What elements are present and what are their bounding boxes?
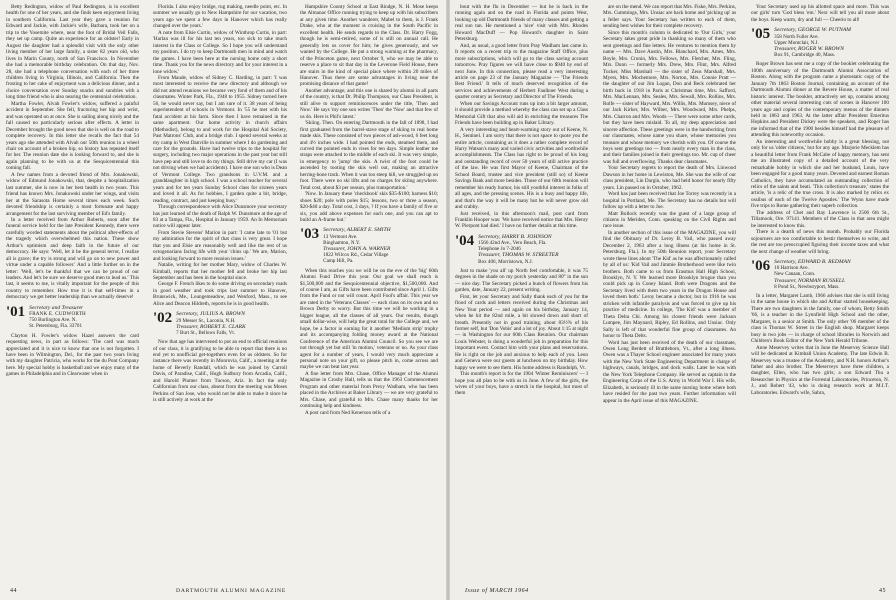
class-heading-05 <box>751 27 889 58</box>
officer-address: 1822 Wilcox Rd., Cedar Village <box>323 252 389 259</box>
class-officers <box>29 305 86 330</box>
left-column-2 <box>153 4 287 582</box>
class-officers <box>323 227 390 264</box>
paragraph: An interesting and worthwhile hobby is a great blessing, not only for us 'older citizens,' but for any age. Marjorie Mecklem has a beautiful letter from Frank McCabe of happy memory, has sent me an illustrated copy of a detailed account of the very remarkable hobby in which she and her husband, Louis, have been engaged for a good many years. Devoted and earnest Roman Catholics, they have accumulated an outstanding collection of relics of the saints and beati. 'This collection's treasure,' states the article, 'is a relic of the true cross. It is also marked by relics ex ossibus of each of the Twelve Apostles.' The Wynn have made five trips to Rome gathering their superb collection. <box>751 138 889 210</box>
officer-address: Upper Montclair, N.J. <box>774 39 819 46</box>
paragraph: Word has just been received of the death of our classmate, Owen Long Berdett of Brattleboro, Vt., after a long illness. Owen was a Thayer School engineer associated for many years with the New York State Engineering Department in charge of highways, canals, bridges, and dock walls. Later he was with the New York Telephone Company. He served as captain in the Engineering Corps of the U.S. Army in World War I. His wife, Elizabeth, is seriously ill in the same nursing home where both have resided for the past two years. Further information will appear in the April issue of this MAGAZINE. <box>603 339 736 404</box>
officer-address: 1566 42nd Ave., Vero Beach, Fla. <box>478 240 547 247</box>
paragraph: Roger Brown has sent me a copy of the booklet celebrating the 100th anniversary of the Dartmouth Alumni Association of Boston. Along with the program came a photostatic copy of the January 7th 1863 Boston Journal, containing an account of the Dartmouth Alumni dinner at the Revere House, a matter of real historic interest. The booklet, attractively set up, contains among other material several interesting cuts of scenes in Hanover 100 years ago and copies of the contemporary menus of the dinners held in 1863 and 1963. At the latter affair President Emeritus Hopkins and President Dickey were the speakers, and Roger has me informed that of the 1900 besides himself had the pleasure of attending this noteworthy occasion. <box>751 61 889 139</box>
officer-name: FRANK E. CUDWORTH <box>29 311 86 318</box>
class-year: '03 <box>300 226 320 243</box>
paragraph: 'Skiing. Then. On entering Dartmouth in the fall of 1898, I had first graduated from the barrel-stave stage of skiing to real home made skis. These consisted of two pieces of ash-wood, 6 feet long and 4½ inches wide. I had pointed the ends, steamed them, and curved the pointed ends in vises for ten days. Simple leather toe straps were attached to the middle of each ski. It was very simple, in emergency to 'jump' the skis. A twist of the foot could be ascended by tooting the skis well out, making an attractive herring-bone track. When it was too steep hill, we struggled up on foot. There were no ski lifts and no charges for skiing anywhere. Total cost, about $3 per season, plus transportation.' <box>300 120 438 191</box>
paragraph: Another advantage, and this one is shared by alumni in all parts of the country, is that Dr. Philip Thompson, our Class President, is still alive to support reminiscences under the title, 'Then and Now.' He says 'my one son writes 'Then' the 'Now' and that few of us do. Here is Phil's latest.' <box>300 87 438 120</box>
paragraph: are on the mend. We can report that Mrs. Fiske, Mrs. Perkins, Mrs. Cummings, Mrs. Unsiac are back home and 'picking up' as a feller says. Your Secretary has written to each of them, sending best wishes for their complete recovery. <box>603 4 736 30</box>
paragraph: In a letter, Margaret Lamb, 1966 advises that she is still living in the same house in which she and Arthur started housekeeping. There are two daughters in the family, one of whom, Betty Smith '66, is a teacher in the Lynnfield High School and the other, Margaret, is a senior at Smith. The only other '06 member of the class is Thomas W. Street in the English shop. Margaret keeps busy in two jobs — in charge of school libraries in Norwich and Children's Book Editor of the New York Herald Tribune. <box>751 292 889 345</box>
class-year: '02 <box>153 310 173 327</box>
paragraph: bout with the flu in December — but he is back in the running again and on the road in Florida and points West, looking up old Dartmouth friends of many classes and getting a real sun tan. He mentioned a 'nice' visit with Mrs. Rhodes Howard MacDuff — Pop Howard's daughter in Saint Petersburg. <box>455 4 588 43</box>
officer-address: St. Petersburg, Fla. 33701 <box>29 323 82 330</box>
officer-address: Box 91, Cambridge 40, Mass. <box>774 52 836 59</box>
class-heading-01 <box>6 305 139 330</box>
paragraph: Since this month's column is dedicated to 'Our Girls,' your Secretary takes great pride in thanking so many of them who sent greetings and fine letters. He ventures to mention them by name — Mrs. Dave Austin, Mrs. Blanchard, Mrs. Ames, Mrs. Boyle, Mrs. Cronin, Mrs. Fellows, Mrs. Fletcher, Mrs. Fling, Mrs. Dunn — formerly Mrs. Drew, Mrs. Flint, Mrs. Alfred Tucker, Miss Marshall — the sister of Zeus Marshall, Mrs. Myers, Mrs. Mochemore, Mrs. Norton, Mrs. Connie Pratt — the daughter of our Jim Logan, Don and Beck celebrated her birth back in 1918 in Paris at Christmas time, Mrs. Safford, Mrs. MacLennan, Mrs. Seales, Mrs. Sewall, Mrs. Rollins, Mrs. Rolfe — sister of Hayward, Mrs. Willis, Mrs. Mumsey, niece of our Jack Kirker, Mrs. Wilber, Mrs. Woodward, Mrs. Phelps, Mrs. Charron and Mrs. Woods — There were some other cards, but they have been mislaid. To all, my deep appreciation and sincere affection. These greetings were in the handwriting from our classmates, whose name you share, whose memories you treasure and whose memory we cherish with you. Of course the boys sent greetings too — from nearly every man in the class, and their families joined in their greetings too. Mr. cup of cheer was full and overflowing. Thanks dear classmates. <box>603 29 736 165</box>
officer-secretary: Secretary, HARRY B. JOHNSON <box>478 233 552 240</box>
class-heading-04 <box>455 234 588 265</box>
paragraph: A post card from Ned Kenerson tells of a <box>305 409 391 416</box>
officer-address: 13 Vermont Ave. <box>323 233 358 240</box>
paragraph: The address of Chet and Ray Lawrence is 2506 6th St., Tillamook, Ore. 97141. Members of the Class in that area might be interested to know this. <box>751 209 889 229</box>
paragraph: A few names from a devoted friend of Mrs. Jonakowski, widow of Edmund Jonakowski, that, despite a hospitalization last summer, she is now in her best health in two years. This friend has known Mrs. Jonakowski under her wings, and visits her at the Sarasota Home several times each week. Such devoted friendship is certainly a most fortunate and happy arrangement for the last surviving member of Ed's family. <box>6 171 139 217</box>
paragraph: Now that age has intervened to put an end to official reunions of our class, it is gratifying to be able to report that there is no end yet to unofficial get-togethers even for us oldsters. So for instance there was recently in Monrovia, Calif., a meeting at the home of Beverly Randall, which he was joined by Carroll Davis, of Paradise, Calif., Hugh Sudbury from Arcadia, Calif., and Harold Plumer from Tucson, Ariz. In fact the only Californian from our class, absent from the meeting was Moses Perkins of San Jose, who would not be able to make it since he is still actively at work at the <box>153 339 287 404</box>
left-column-1 <box>6 4 139 582</box>
officer-treasurer: Treasurer, NORMAN RUSSELL <box>774 277 846 284</box>
class-officers <box>774 259 851 290</box>
class-officers <box>774 27 851 58</box>
officer-address: 750 Burlington Ave. N. <box>29 317 77 324</box>
paragraph: Martha Fowler, Alvah Fowler's widow, suffered a painful accident in September. She fell, fracturing her hip and wrist, and was operated on at once. She is sailing along nicely and the fall caused no particularly serious after effects. A letter in December brought the good news that she is well on the road to complete recovery. In this letter she recalls the fact that 54 years ago she attended with Alvah our 50th reunion in a wheel chair on account of a broken hip, so history has repeated itself for her. The reunion date she is looking forward to, and she is again planning to be with us at the Sesquicentennial this coming fall. <box>6 100 139 172</box>
paragraph: Matt Bullock recently was the guest of a large group of citizens in Meriden, Conn. speaking on the Civil Rights and race issue. <box>603 210 736 230</box>
right-column-2 <box>603 4 736 582</box>
paragraph: Just to make 'you all' up North feel comfortable, it was 75 degrees in the shade on my porch yesterday and 80° in the sun — nice day. The Secretary picked a bunch of flowers from his garden, date, January 22, present writing. <box>455 267 588 294</box>
magazine-title-footer: DARTMOUTH ALUMNI MAGAZINE <box>176 588 287 594</box>
paragraph: When our Savings Account runs up into a bit larger amount, it should provide a method whereby the class can set up a Class Memorial Gift that also will aid in enriching the treasures The Friends have been building up in Baker Library. <box>455 100 588 127</box>
paragraph: 'Now. In January these 'checkbook' skis $35-$100; harness $10; shoes $20; pole with poles $15; lessons, two or three a season, $20-$40 a day. Total cost, 3 days, ? If you have a family of five or six, you add above expenses for each one, and you can apt to build an A-frame hut.' <box>300 191 438 223</box>
paragraph: From Maude, widow of Sidney C. Harding, in part: 'I was most interested to receive the new directory and although we did not attend reunions we became very fond of them and of his classmates. Winter Park, Fla., 1948 to 1955. Sidney turned here 56, he would never say, but I am sure of it. 38 years of being superintendent of schools in Vermont. In '55 he met with his fatal accident at his farm. Since then I have remained in the same apartment. Our home activity in church affairs (Methodist), belong to and work for the Hospital Aid Society, Past Matrons' Club, and a bridge club. I spend several weeks at my camp in West Danville in summer where I do gardening and care for the grounds. Have had twelve trips to the hospital for surgery, including two major operations in the past year but still have pep and still love to do my things. Still drive my car (I was not driving when we had accidents). I have one son who is Dean of Vermont College. Two grandsons in U.V.M. and a granddaughter in high school. I was a school teacher for several years and for ten years Sunday School class for sixteen years and loved it all. As for hobbies, I garden quite a bit, bridge, reading, contract, and just keeping busy.' <box>153 74 287 204</box>
paragraph: There is a dearth of news this month. Probably our Florida sojourners are too comfortable to bestir themselves to write, and the rest are too preoccupied figuring their income taxes and what the next change of weather will bring. <box>751 229 889 255</box>
right-column-3 <box>751 4 889 582</box>
paragraph: When this reaches you we will be on the eve of the 'big' 60th Alumni Fund Drive this year. Our goal we shall reach is $1,500,000 and the Sesquicentennial objective, $1,500,000. And of course I am, as Gifts have been contributed since April 1. Gifts from the Fund or not will count. April Fool's affair. This year we are rated in the 'Veterans Classes' — each class on its own and no Brown Derby to worry. But this time we will be working in a bigger league, all the classes of all years. Our results, though small dollar-wise, will help the great total for the College and, we hope, be a factor in earning for it another 'Medium strip' trophy and its accompanying folding money award at the National Conference of the American Alumni Council. So you see we are not through yet but still 'in motion,' veterans or no. As your class agent for a number of years, I would very much appreciate a personal note on your gift, so please pitch in, come across and maybe we can beat last year. <box>300 267 438 371</box>
paragraph: Hampshire County School at East Rindge, N. H. Mose keeps the Almanac Office running trying to keep up with his subscribers at any given time. Another wanderer, Mabel to them, is J. Frank Drake, who at the moment is cruising in the South Pacific in excellent health. He sends regards to the Class. Dr. Harry Fogg, though he is semi-retired, some of is still on annual call. He generally lets us cover for him; he gives generously, and we wanted by the College. He put a strong warning at the pharmacy, of the Princeton game, next October 9, who we may be able to reserve a place to sit that day in the Leverone Field House, there are stairs in the kind of special place where within 20 miles of Hanover. Thus there are some advantages in living near the promising distance of that game! <box>300 4 438 88</box>
officer-address: Box 406, Morristown, N.J. <box>478 258 533 265</box>
officer-role: Secretary and Treasurer <box>29 304 84 311</box>
officer-address: New Canaan, Conn. <box>774 271 816 278</box>
paragraph: Clayton H. Fowler's widow Hazel answers the card requesting news, in part as follows: 'The card was much appreciated and it is nice to know that one is not forgotten. I have been in Wilmington, Del., for the past two years living with my daughter Patricia, who works for the du Pont Company here. My special hobby is basketball and we enjoy many of the games in Philadelphia and in Clearwater when in <box>6 332 139 378</box>
officer-secretary: Secretary, GEORGE W. PUTNAM <box>774 27 851 34</box>
paragraph: Just received, in this afternoon's mail, post card from Franklin Hooper was: 'We have received notice that Mrs. Henry W. Pierpont had died.' I have no further details at this time. <box>455 210 588 230</box>
officer-address: 358 North Fuller Ave. <box>774 33 819 40</box>
right-column-1 <box>455 4 588 582</box>
paragraph: A very interesting and heart-warming story out of Keene, N. H., Sentinel. I am sorry that there is not space to quote you the entire article, containing as it does a rather complete record of Harry Watson's many and varied civic activities and worthwhile accomplishments. The Class has right to be proud of his long and outstanding record of over 50 years of still active practice of the law. He was first Mayor of Keene, Chairman of the School Board, trustee and vice president (still so) of Keene Savings Bank and more besides. Those of our 60th reunion will remember his ready humor, his still youthful interest in folks of all ages, and the pressing scenes. His is a busy and happy life, and that's the way it will be many but he will never grow old and crabby. <box>455 126 588 211</box>
class-officers <box>478 234 558 265</box>
officer-secretary: Secretary, EDWARD B. REDMAN <box>774 258 851 265</box>
paragraph: From Stevie Stevens' Marion in part: 'I came late to '01 but my admiration for the spirit of that class is very great. I hope that you and Elsie are reasonably well and like the rest of us octogenarians facing life with your 'chins up.' We are, Marion, and looking forward to more reunion issues.' <box>153 229 287 262</box>
paragraph: And, as usual, a good letter from Pray Wadham last came in. It reports on a recent trip to the magazine Staff Office, plus more subscriptions, which will go to the class saving account tomorrow. Pray figures we will have close to $940 by end of next June. In this connection, please read a very interesting article on page 23 of the January Magazine — 'The Friends Best Friend.' It tells of much deserved recognition of the services and achievements of Herbert Faulkner West during a quarter century as Secretary and Director of The Friends. <box>455 42 588 101</box>
officer-treasurer: Treasurer, ROGER W. BROWN <box>774 45 844 52</box>
page-gutter <box>446 0 450 600</box>
issue-date-footer: Issue of MARCH 1964 <box>465 588 529 594</box>
paragraph: A fine letter from Mrs. Chase, Office Manager of the Alumni Magazine in Crosby Hall, tells us that the 1963 Commencement Program and other material from Prexy Wadham, who has been placed in the Archives at Baker Library — we are very grateful to Mrs. Chase, and grateful to Mrs. Chase many thanks for her continuing help and kindness. <box>300 370 438 410</box>
paragraph: Natalie, writing for her mother Mary, widow of Charles W. Kimball, reports that her mother fell and broke her hip last September and has been in the hospital since. <box>153 262 287 282</box>
officer-phone: Telephone Jo 7-2046 <box>478 246 521 253</box>
officer-treasurer: Treasurer, JOHN A. WARNER <box>323 246 391 253</box>
class-year: '01 <box>6 303 26 320</box>
class-heading-02 <box>153 311 287 336</box>
paragraph: First, let your Secretary and Sally thank each of you for the flood of cards and letters received during the Christmas and New Year period — and again on his birthday, January 14, when he hit the 82nd mile, a bit slowed down and short of breath. Presently not in good training, about 83½% of his former self, but 'Don Vobis' and a lot of joy. About 1:15 at night — in Washington for our 60th Class Reunion. Our chairman Louis Webster, is doing a wonderful job in preparation for this important event. Contact him with your plans and reservations. He is right on the job and anxious to help each of you. Leon and Geneva were our guests at luncheon on my birthday. How happy we were to see them. His home address is Randolph, Vt. <box>455 293 588 371</box>
left-column-3 <box>300 4 438 582</box>
class-heading-03 <box>300 227 438 264</box>
paragraph: Through correspondence with Alice Dunsmore your secretary has just learned of the death of Ralph W. Dunsmore at the age of 83 at a Tampa, Fla., Hospital in January 1959. An In Memoriam notice will appear later. <box>153 204 287 230</box>
paragraph: George F. French likes to do some driving on secondary roads in good weather and took trips last summer to Hanover, Brunswick, Me., Loungemeadow, and Wenford, Mass., to see Alice and Deacon Hildreth, reports he is in good health. <box>153 281 287 307</box>
class-officers <box>176 311 246 336</box>
paragraph: Anne Meservey writes that in June the Meservey Science Hall will be dedicated at Kimball Union Academy. The late Edwin B. Meservey was a trustee of the Academy, and N.H. honors Arthur's father and also brother. The Meserveys have three children, a daughter, Ellen, who has two girls; a son Edward Thu a Researcher in Physics at the Forrestal Laboratories, Princeton, N. J., and Robert '43, who is doing research work at M.I.T. Laboratories. Edward's wife, Sabra, <box>751 344 889 396</box>
class-year: '06 <box>751 257 771 274</box>
paragraph: Word has just been received that Joe Torrey was recently in a hospital in Portland, Me. The Secretary has no details but will follow up with a letter to Joe. <box>603 191 736 211</box>
officer-address: 8 Pond St., Newburyport, Mass. <box>774 283 840 290</box>
officer-address: Binghamton, N.Y. <box>323 239 361 246</box>
class-heading-06 <box>751 259 889 290</box>
officer-secretary: Secretary, JULIUS A. BROWN <box>176 311 245 318</box>
right-page-number: 45 <box>879 588 886 594</box>
paragraph: A note from Elsie Curtin, widow of Winthrop Curtis, in part: 'Harlan was ill for his last ten years, too sick to take much interest in the Class or College. So I hope you will understand my position. I do try to keep Dartmouth men in mind and watch the games. I have been here at the nursing home only a short time. Thank you for the news directory and for your interest in a lone widow.' <box>153 29 287 75</box>
paragraph: Florida. I also enjoy bridge, rug making, needle point, etc. In summer we usually go to New Hampshire for our vacation, two years ago we spent a few days in Hanover which has really changed over the years.' <box>153 4 287 30</box>
officer-address: 10 Harrison Ave. <box>774 265 809 272</box>
officer-address: 7 Burt St., Bellows Falls, Vt. <box>176 329 236 336</box>
paragraph: In a letter received from Arthur Roberts, soon after the funeral service held for the late President Kennedy, there were carefully worded statements about the political after-effects of the tragedy which overwhelmed this nation. These show Arthur's optimism and deep faith in the future of our democracy. He says: 'Well, let it be the general terror, I realize all is grave; the try is strong and will go on to new power and virtue under a capable follower.' And a little further on in the letter: 'Well, let's be thankful that we can be proud of our leaders. And let's be sure we deserve good men to lead us.' This last, it seems to me, is vitally important for the people of this country to remember. How true it is that self-times in a democracy we get better leadership than we actually deserve! <box>6 216 139 301</box>
class-year: '05 <box>751 26 771 43</box>
paragraph: This month's report is for the 1904 'Winter Reminiscers' — I hope you all plan to be with us in June. A few of the girls, the wives of your boys, have a stretch in the hospital, but most of them <box>455 371 588 397</box>
paragraph: Your Secretary regrets to report the death of Mrs. Linwood Dawson in her home in Lewiston, Me. She was the wife of our class president, Lin Dargin, who had held honor for nearly fifty years. Lin passed on in October, 1962. <box>603 165 736 191</box>
officer-address: 29 Messer St., Laconia, N.H. <box>176 317 236 324</box>
officer-address: Camp Hill, Pa. <box>323 258 354 265</box>
paragraph: In another section of this issue of the MAGAZINE, you will find the Obituary of Dr. Leroy B. Vail, who passed away December 2, 1963 after a long illness (at his home in St. Petersburg, Fla.). In my 50th Reunion report, your Secretary wrote these lines about 'The Kid' as he was affectionately called by all of us: 'Kid Vail and Jimmie Brotherhood were like twin brothers. Both came to us from Erasmus Hall High School, Brooklyn, N. Y. We learned more Brooklyn brogue than you could pick up in Coney Island. Both were Dragons and the Secretary lived with them two years in the Dragon House and loved them both.' Leroy became a doctor, but in 1916 he was stricken with infantile paralysis and was forced to give up his practice of medicine. In college, 'The Kid' was a member of Theta Delta Chi. Among his closest friends were Jackson Lumpee, Jim Maynard, Ripley, Ed Rollins, and Unsiac. Only Sally is left of that wonderful fine group of classmates. An honor to Theta Delts. <box>603 229 736 340</box>
officer-secretary: Secretary, ALBERT E. SMITH <box>323 227 391 234</box>
officer-treasurer: Treasurer, THOMAS W. STREETER <box>478 252 559 259</box>
paragraph: Betty Redington, widow of Paul Redington, is in excellent health for one of her years, and she finds keen enjoyment living in southern California. Last year they gave a reunion for Edward and Jackie, with Jackie's wife, Barbara, took her on a trip to the Yosemite where, near the foot of Bridal Veil Falls, they set up camp. Quite an experience for an oldster! Early in August the daughter had a splendid visit with the only other living member of her large family, a sister 82 years old, who lives in Marin County, north of San Francisco. In November she had a memorable birthday celebration. On that day, Nov. 28, she had a telephone conversation with each of her three children living in Virginia, Illinois, and California. Then the frosting to her cake of enjoyment was a delicious dinner, and a choice conversation over Sunday snacks and sundries with a long time friend who is also nearing the centennial celebration. <box>6 4 139 101</box>
left-page-number: 44 <box>10 588 17 594</box>
class-year: '04 <box>455 232 475 249</box>
paragraph: Your Secretary used up his allotted space and more. This was our girls' turn 'God bless 'em.' Next will tell you all more about the boys. Keep warm, dry and full — Cheerio to all! <box>751 4 889 23</box>
officer-treasurer: Treasurer, ROBERT E. CLARK <box>176 323 246 330</box>
